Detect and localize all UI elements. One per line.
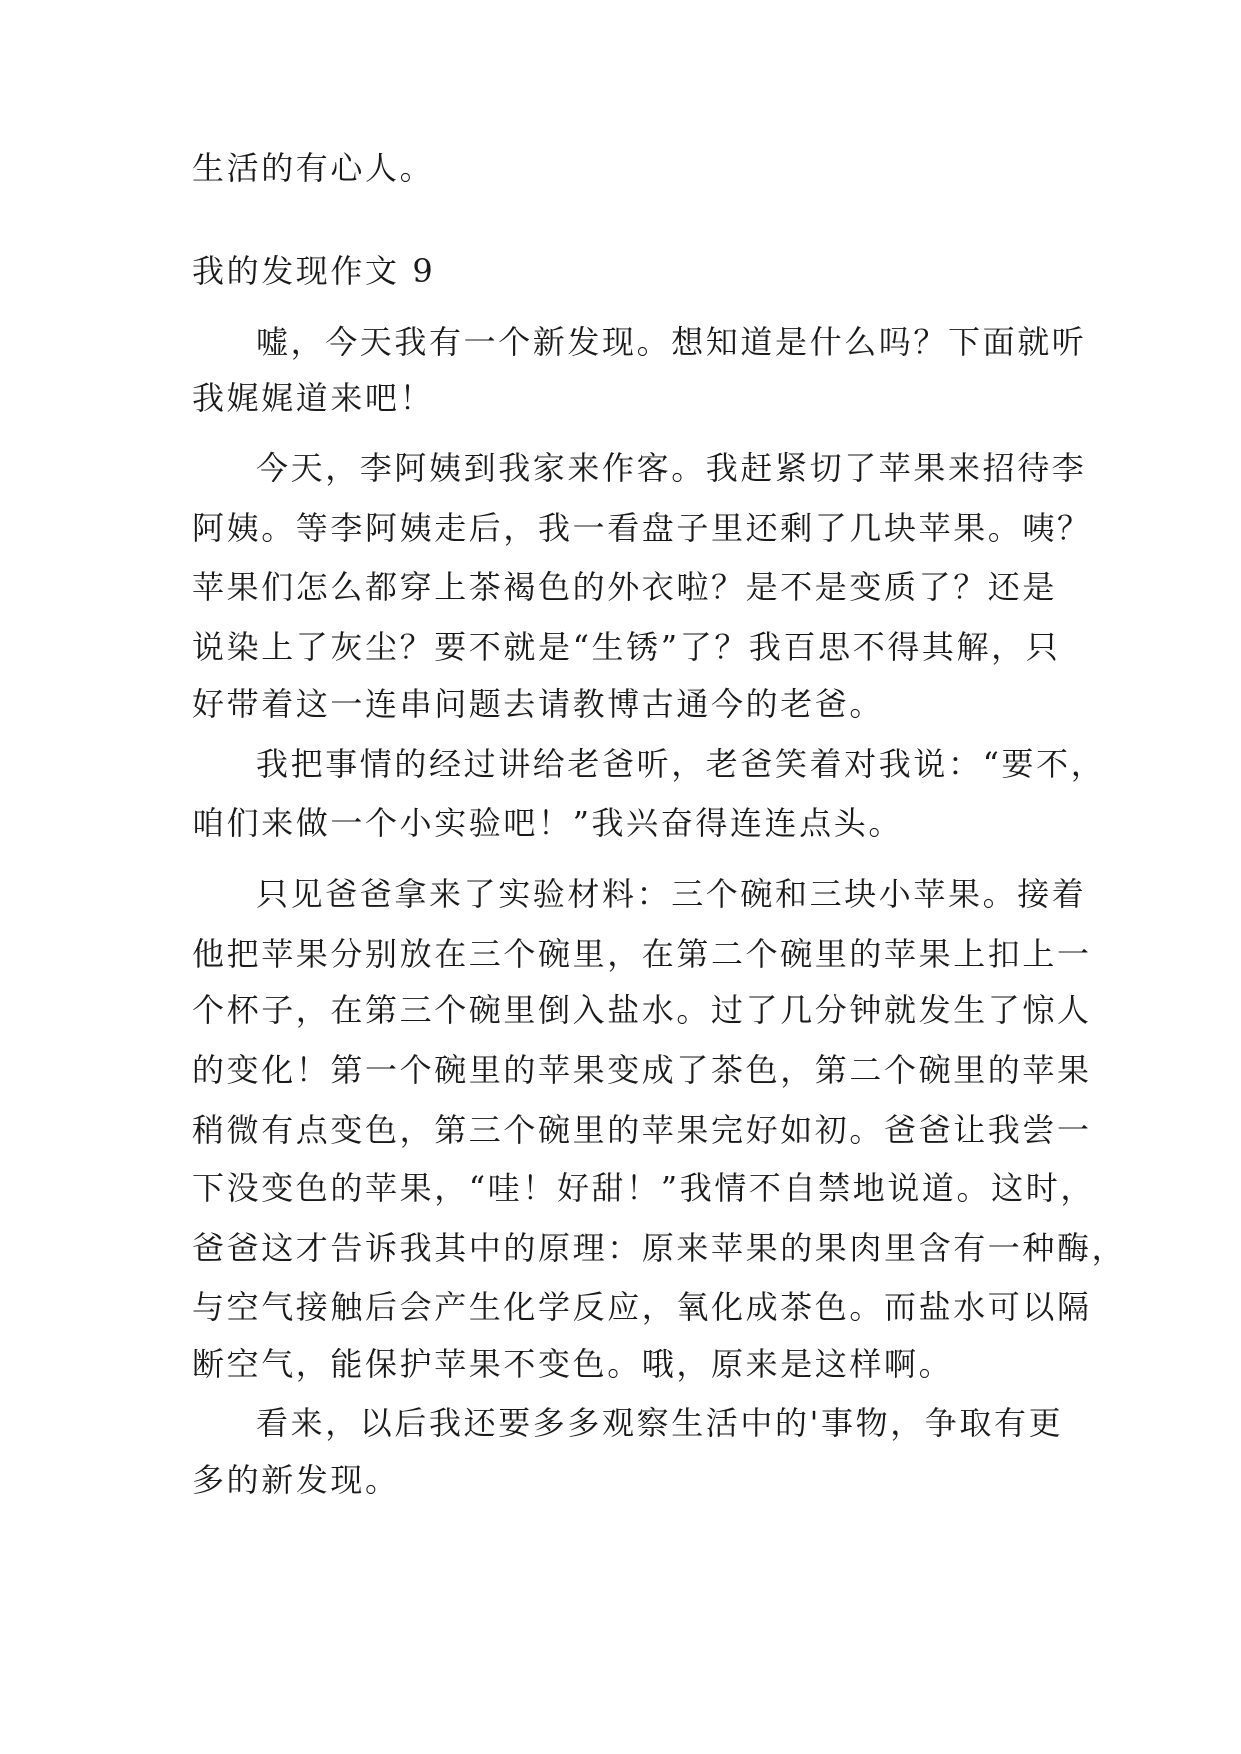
- essay-heading: 我的发现作文 9: [192, 252, 436, 290]
- paragraph-3-line-2: 咱们来做一个小实验吧！”我兴奋得连连点头。: [192, 804, 903, 842]
- paragraph-4-line-8: 与空气接触后会产生化学反应，氧化成茶色。而盐水可以隔: [192, 1288, 1092, 1326]
- paragraph-4-line-5: 稍微有点变色，第三个碗里的苹果完好如初。爸爸让我尝一: [192, 1111, 1092, 1149]
- paragraph-4-line-9: 断空气，能保护苹果不变色。哦，原来是这样啊。: [192, 1345, 954, 1383]
- paragraph-1-line-1: 嘘，今天我有一个新发现。想知道是什么吗？下面就听: [256, 323, 1087, 361]
- continuation-text: 生活的有心人。: [192, 149, 435, 187]
- paragraph-4-line-3: 个杯子，在第三个碗里倒入盐水。过了几分钟就发生了惊人: [192, 991, 1092, 1029]
- paragraph-4-line-4: 的变化！第一个碗里的苹果变成了茶色，第二个碗里的苹果: [192, 1051, 1092, 1089]
- paragraph-2-line-4: 说染上了灰尘？要不就是“生锈”了？我百思不得其解，只: [192, 628, 1061, 666]
- paragraph-2-line-1: 今天，李阿姨到我家来作客。我赶紧切了苹果来招待李: [256, 449, 1087, 487]
- paragraph-4-line-1: 只见爸爸拿来了实验材料：三个碗和三块小苹果。接着: [256, 875, 1087, 913]
- paragraph-5-line-2: 多的新发现。: [192, 1461, 400, 1499]
- paragraph-4-line-7: 爸爸这才告诉我其中的原理：原来苹果的果肉里含有一种酶，: [192, 1229, 1127, 1267]
- paragraph-2-line-3: 苹果们怎么都穿上茶褐色的外衣啦？是不是变质了？还是: [192, 568, 1058, 606]
- paragraph-2-line-2: 阿姨。等李阿姨走后，我一看盘子里还剩了几块苹果。咦？: [192, 509, 1092, 547]
- paragraph-4-line-2: 他把苹果分别放在三个碗里，在第二个碗里的苹果上扣上一: [192, 935, 1092, 973]
- paragraph-2-line-5: 好带着这一连串问题去请教博古通今的老爸。: [192, 685, 885, 723]
- paragraph-4-line-6: 下没变色的苹果，“哇！好甜！”我情不自禁地说道。这时，: [192, 1169, 1095, 1207]
- paragraph-5-line-1: 看来，以后我还要多多观察生活中的'事物，争取有更: [256, 1404, 1064, 1442]
- paragraph-1-line-2: 我娓娓道来吧！: [192, 379, 435, 417]
- paragraph-3-line-1: 我把事情的经过讲给老爸听，老爸笑着对我说：“要不，: [256, 745, 1106, 783]
